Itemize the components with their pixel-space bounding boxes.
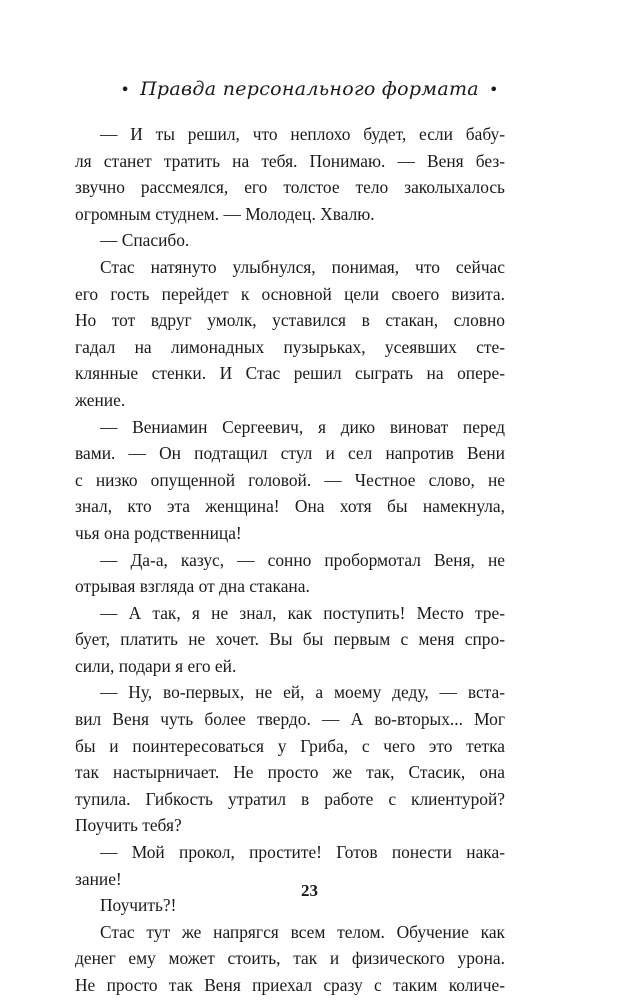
text-line: денег ему может стоить, так и физического урона. (75, 948, 505, 969)
text-line: его гость перейдет к основной цели своего визита. (75, 283, 505, 304)
text-line: сили, подари я его ей. (75, 655, 237, 676)
text-line: — Вениамин Сергеевич, я дико виноват перед (100, 416, 505, 437)
text-line: знал, кто эта женщина! Она хотя бы намекнула, (75, 496, 505, 517)
text-line: Но тот вдруг умолк, уставился в стакан, словно (75, 310, 505, 331)
running-head (0, 76, 619, 103)
text-line: Стас тут же напрягся всем телом. Обучение как (100, 921, 505, 942)
text-line: так настырничает. Не просто же так, Стасик, она (75, 762, 505, 783)
page-number: 23 (301, 881, 318, 900)
text-line: гадал на лимонадных пузырьках, усеявших сте- (75, 336, 505, 357)
text-line: — Да-а, казус, — сонно пробормотал Веня, не (100, 549, 505, 570)
text-line: огромным студнем. — Молодец. Хвалю. (75, 203, 375, 224)
text-line: Поучить тебя? (75, 815, 182, 836)
text-line: — Ну, во-первых, не ей, а моему деду, — вста- (100, 682, 505, 703)
text-line: жение. (75, 389, 126, 410)
text-line: с низко опущенной головой. — Честное слово, не (75, 469, 505, 490)
text-line: отрывая взгляда от дна стакана. (75, 576, 310, 597)
text-line: — А так, я не знал, как поступить! Место тре- (100, 602, 505, 623)
text-line: ля станет тратить на тебя. Понимаю. — Веня без- (75, 150, 505, 171)
text-line: звучно рассмеялся, его толстое тело заколыхалось (75, 177, 505, 198)
text-line: Не просто так Веня приехал сразу с таким количе- (75, 975, 505, 995)
text-line: тупила. Гибкость утратил в работе с клиентурой? (75, 788, 505, 809)
running-head-bullet-left: • (120, 80, 131, 99)
text-line: бы и поинтересоваться у Гриба, с чего это тетка (75, 735, 505, 756)
text-line: клянные стенки. И Стас решил сыграть на опере- (75, 363, 505, 384)
text-line: зание! (75, 868, 122, 889)
text-line: Стас натянуто улыбнулся, понимая, что сейчас (100, 256, 505, 277)
text-line: Поучить?! (100, 895, 177, 916)
text-line: чья она родственница! (75, 522, 242, 543)
text-line: — Спасибо. (100, 230, 190, 251)
running-head-title: Правда персонального формата (140, 78, 479, 100)
text-line: — Мой прокол, простите! Готов понести нака- (100, 842, 505, 863)
text-line: вил Веня чуть более твердо. — А во-вторых... Мог (75, 709, 505, 730)
body-text (75, 121, 505, 999)
text-line: — И ты решил, что неплохо будет, если бабу- (100, 124, 505, 144)
running-head-bullet-right: • (488, 80, 499, 99)
text-line: вами. — Он подтащил стул и сел напротив Вени (75, 443, 505, 464)
text-line: бует, платить не хочет. Вы бы первым с меня спро- (75, 629, 505, 650)
